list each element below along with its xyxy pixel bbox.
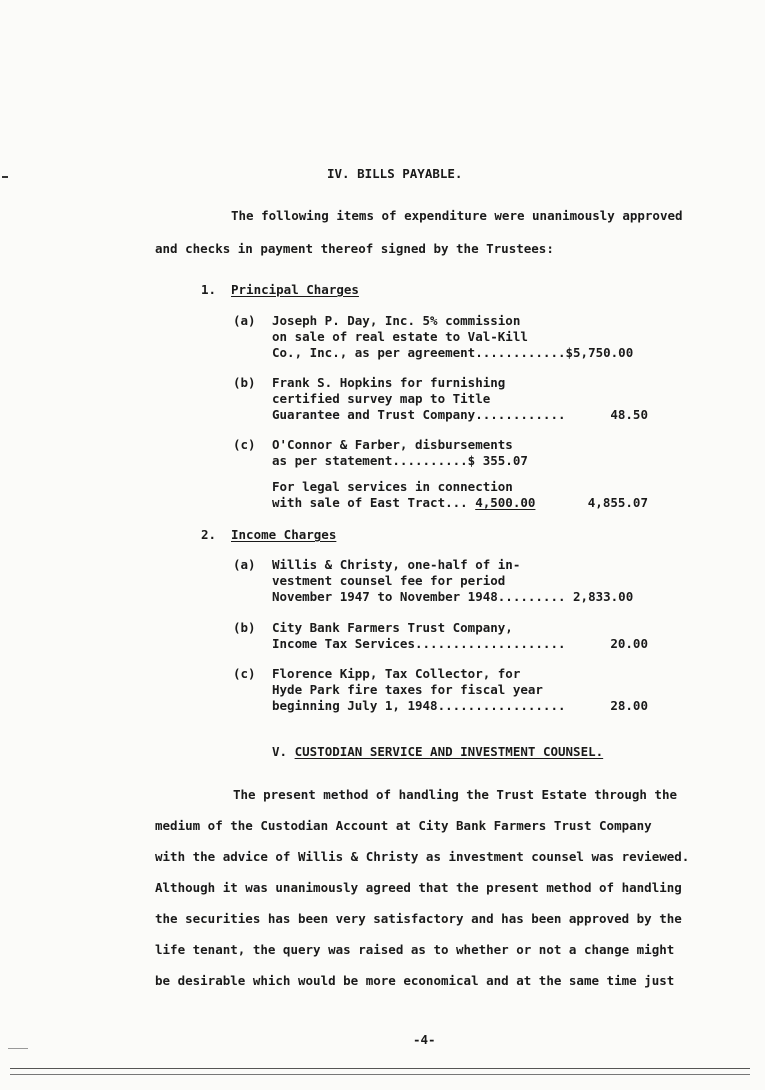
principal-b-line2: certified survey map to Title bbox=[272, 391, 491, 406]
body-line-7: be desirable which would be more economical and at the same time just bbox=[155, 973, 675, 988]
principal-a-line2: on sale of real estate to Val-Kill bbox=[272, 329, 528, 344]
principal-b-line1: Frank S. Hopkins for furnishing bbox=[272, 375, 506, 390]
principal-c-line4-text: with sale of East Tract... bbox=[272, 495, 476, 510]
income-a-line3: November 1947 to November 1948......... 2,833.00 bbox=[272, 589, 634, 604]
principal-c-line2: as per statement..........$ 355.07 bbox=[272, 453, 528, 468]
income-a-line2: vestment counsel fee for period bbox=[272, 573, 506, 588]
income-c-line3: beginning July 1, 1948................. bbox=[272, 698, 566, 713]
principal-c-label: (c) bbox=[233, 437, 256, 452]
income-c-line1: Florence Kipp, Tax Collector, for bbox=[272, 666, 521, 681]
legal-services-amount: 4,500.00 bbox=[475, 495, 536, 510]
margin-mark bbox=[2, 176, 8, 178]
income-number: 2. bbox=[201, 527, 217, 542]
principal-c-amount: 4,855.07 bbox=[587, 495, 648, 510]
income-b-label: (b) bbox=[233, 620, 256, 635]
body-line-6: life tenant, the query was raised as to whether or not a change might bbox=[155, 942, 675, 957]
income-a-line1: Willis & Christy, one-half of in- bbox=[272, 557, 521, 572]
principal-charges-title: Principal Charges bbox=[231, 282, 359, 297]
income-b-line2: Income Tax Services.................... bbox=[272, 636, 566, 651]
page-number: -4- bbox=[413, 1032, 436, 1047]
body-line-3: with the advice of Willis & Christy as investment counsel was reviewed. bbox=[155, 849, 690, 864]
section-heading-bills-payable: IV. BILLS PAYABLE. bbox=[327, 166, 463, 181]
footer-tick bbox=[8, 1048, 28, 1049]
body-line-5: the securities has been very satisfactory and has been approved by the bbox=[155, 911, 682, 926]
body-line-2: medium of the Custodian Account at City Bank Farmers Trust Company bbox=[155, 818, 652, 833]
principal-a-line3: Co., Inc., as per agreement............$5,750.00 bbox=[272, 345, 634, 360]
principal-b-line3: Guarantee and Trust Company............ bbox=[272, 407, 566, 422]
principal-a-label: (a) bbox=[233, 313, 256, 328]
intro-line-2: and checks in payment thereof signed by the Trustees: bbox=[155, 241, 554, 256]
income-c-amount: 28.00 bbox=[610, 698, 648, 713]
income-a-label: (a) bbox=[233, 557, 256, 572]
principal-c-line1: O'Connor & Farber, disbursements bbox=[272, 437, 513, 452]
footer-rule-bottom bbox=[10, 1074, 750, 1075]
principal-b-label: (b) bbox=[233, 375, 256, 390]
section5-number: V. bbox=[272, 744, 288, 759]
principal-c-line4 bbox=[272, 495, 535, 511]
body-line-1: The present method of handling the Trust Estate through the bbox=[233, 787, 678, 802]
intro-line-1: The following items of expenditure were unanimously approved bbox=[231, 208, 683, 223]
income-charges-title: Income Charges bbox=[231, 527, 337, 542]
principal-a-line1: Joseph P. Day, Inc. 5% commission bbox=[272, 313, 521, 328]
body-line-4: Although it was unanimously agreed that the present method of handling bbox=[155, 880, 682, 895]
section-heading-custodian bbox=[272, 744, 603, 760]
income-b-amount: 20.00 bbox=[610, 636, 648, 651]
section5-title: CUSTODIAN SERVICE AND INVESTMENT COUNSEL. bbox=[294, 744, 604, 759]
income-b-line1: City Bank Farmers Trust Company, bbox=[272, 620, 513, 635]
income-c-label: (c) bbox=[233, 666, 256, 681]
principal-number: 1. bbox=[201, 282, 217, 297]
income-c-line2: Hyde Park fire taxes for fiscal year bbox=[272, 682, 543, 697]
principal-c-line3: For legal services in connection bbox=[272, 479, 513, 494]
principal-b-amount: 48.50 bbox=[610, 407, 648, 422]
footer-rule-top bbox=[10, 1068, 750, 1069]
